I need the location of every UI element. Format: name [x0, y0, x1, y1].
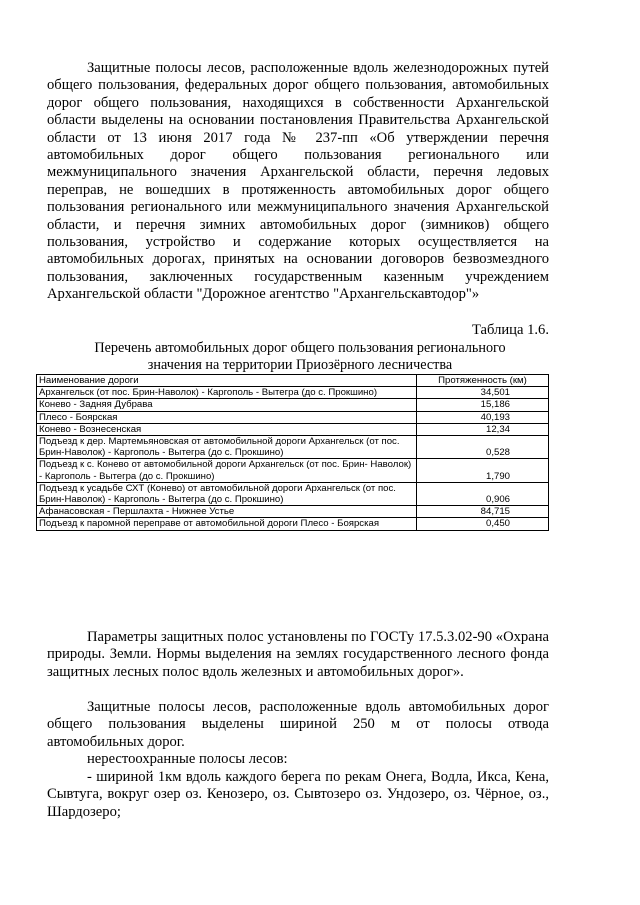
table-number: Таблица 1.6. [471, 322, 549, 338]
table-row [37, 411, 549, 423]
road-length-cell: 0,528 [417, 436, 549, 459]
road-name-cell: Подъезд к с. Конево от автомобильной дороги Архангельск (от пос. Брин- Наволок) - Каргополь - Вытегра (до с. Прокшино) [37, 459, 417, 482]
road-name-cell: Конево - Вознесенская [37, 423, 417, 435]
table-row [37, 436, 549, 459]
road-name-cell: Афанасовская - Першлахта - Нижнее Устье [37, 506, 417, 518]
table-row [37, 518, 549, 530]
table-row [37, 506, 549, 518]
table-title: Перечень автомобильных дорог общего пользования регионального значения на территории Приозёрного лесничества [94, 340, 506, 373]
paragraph-road-strips-width: Защитные полосы лесов, расположенные вдоль автомобильных дорог общего пользования выделены шириной 250 м от полосы отвода автомобильных дорог. [47, 699, 549, 750]
road-length-cell: 0,450 [417, 518, 549, 530]
road-name-cell: Архангельск (от пос. Брин-Наволок) - Каргополь - Вытегра (до с. Прокшино) [37, 387, 417, 399]
road-name-cell: Подъезд к усадьбе СХТ (Конево) от автомобильной дороги Архангельск (от пос. Брин-Наволок) - Каргополь - Вытегра (до с. Прокшино) [37, 482, 417, 505]
road-name-cell: Подъезд к паромной переправе от автомобильной дороги Плесо - Боярская [37, 518, 417, 530]
road-length-cell: 0,906 [417, 482, 549, 505]
road-length-cell: 15,186 [417, 399, 549, 411]
roads-table [36, 374, 549, 531]
paragraph-spawning-strips-rivers: - шириной 1км вдоль каждого берега по рекам Онега, Водла, Икса, Кена, Сывтуга, вокруг озер оз. Кенозеро, оз. Сывтозеро оз. Ундозеро, оз. Чёрное, оз., Шардозеро; [47, 769, 549, 820]
road-length-cell: 40,193 [417, 411, 549, 423]
road-name-cell: Конево - Задняя Дубрава [37, 399, 417, 411]
table-row [37, 387, 549, 399]
table-row [37, 482, 549, 505]
table-row [37, 423, 549, 435]
table-header-row [37, 375, 549, 387]
header-length: Протяженность (км) [417, 375, 549, 387]
paragraph-protective-strips-railways: Защитные полосы лесов, расположенные вдоль железнодорожных путей общего пользования, федеральных дорог общего пользования, автомобильных дорог общего пользования, находящихся в собственности Архангельской области выделены на основании постановления Правительства Архангельской области от 13 июня 2017 года № 237-пп «Об утверждении перечня автомобильных дорог общего пользования регионального или межмуниципального значения Архангельской области, перечня ледовых переправ, не вошедших в протяженность автомобильных дорог общего пользования регионального или межмуниципального значения Архангельской области, и перечня зимних автомобильных дорог (зимников) общего пользования, устройство и содержание которых осуществляется на автомобильных дорогах, принятых на основании договоров безвозмездного пользования, заключенных государственным казенным учреждением Архангельской области "Дорожное агентство "Архангельскавтодор"» [47, 60, 549, 303]
road-length-cell: 1,790 [417, 459, 549, 482]
road-length-cell: 12,34 [417, 423, 549, 435]
table-row [37, 459, 549, 482]
header-road-name: Наименование дороги [37, 375, 417, 387]
road-name-cell: Плесо - Боярская [37, 411, 417, 423]
paragraph-gost-parameters: Параметры защитных полос установлены по ГОСТу 17.5.3.02-90 «Охрана природы. Земли. Нормы выделения на землях государственного лесного фонда защитных лесных полос вдоль железных и автомобильных дорог». [47, 629, 549, 680]
road-length-cell: 34,501 [417, 387, 549, 399]
road-name-cell: Подъезд к дер. Мартемьяновская от автомобильной дороги Архангельск (от пос. Брин-Наволок) - Каргополь - Вытегра (до с. Прокшино) [37, 436, 417, 459]
paragraph-spawning-strips-heading: нерестоохранные полосы лесов: [87, 751, 288, 767]
table-row [37, 399, 549, 411]
road-length-cell: 84,715 [417, 506, 549, 518]
